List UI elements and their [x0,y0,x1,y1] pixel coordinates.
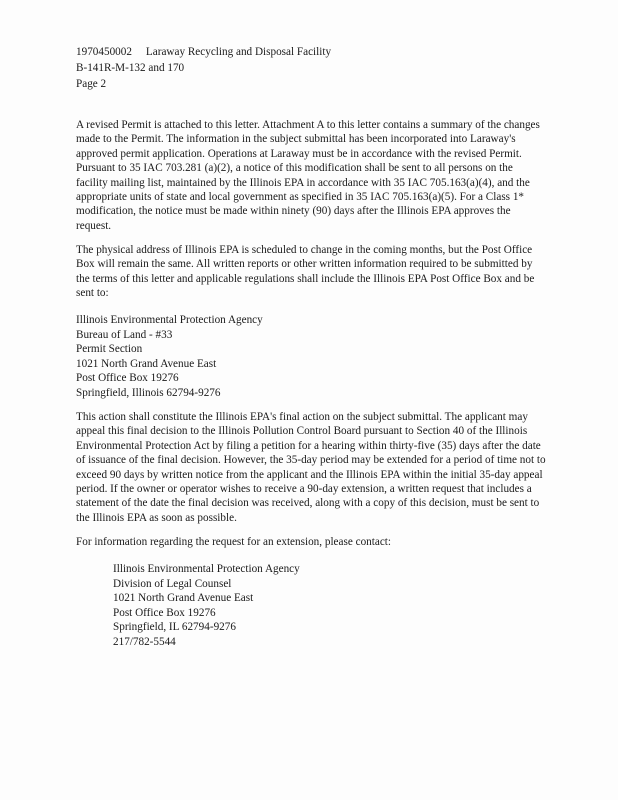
address-line: 1021 North Grand Avenue East [113,592,254,605]
address-line: Illinois Environmental Protection Agency [76,314,263,326]
header-page-number: Page 2 [76,78,107,90]
address-line: Post Office Box 19276 [113,606,216,619]
address-line: Division of Legal Counsel [113,577,232,590]
address-line: Bureau of Land - #33 [76,328,173,341]
paragraph-physical-address: The physical address of Illinois EPA is scheduled to change in the coming months, but the Post Office Box will remain the same. All written reports or other written information required to be submitted by the terms of this letter and applicable regulations shall include the Illinois EPA Post Office Box and be sent to: [76,244,535,300]
paragraph-extension-contact: For information regarding the request for an extension, please contact: [76,536,392,548]
address-line: 1021 North Grand Avenue East [76,357,217,370]
letter-header [76,44,331,92]
address-block-bureau-of-land [76,313,263,401]
address-line: 217/782-5544 [113,635,176,648]
address-line: Illinois Environmental Protection Agency [113,563,300,575]
address-line: Springfield, IL 62794-9276 [113,621,236,634]
paragraph-revised-permit: A revised Permit is attached to this letter. Attachment A to this letter contains a summary of the changes made to the Permit. The information in the subject submittal has been incorporated into Laraway's approved permit application. Operations at Laraway must be in accordance with the revised Permit. Pursuant to 35 IAC 703.281 (a)(2), a notice of this modification shall be sent to all persons on the facility mailing list, maintained by the Illinois EPA in accordance with 35 IAC 705.163(a)(4), and the appropriate units of state and local government as specified in 35 IAC 705.163(a)(5). For a Class 1* modification, the notice must be made within ninety (90) days after the Illinois EPA approves the request. [76,119,540,232]
address-line: Post Office Box 19276 [76,372,179,385]
address-line: Springfield, Illinois 62794-9276 [76,386,221,399]
address-block-legal-counsel [113,562,300,650]
address-line: Permit Section [76,343,143,356]
header-permit-number: B-141R-M-132 and 170 [76,62,185,74]
header-facility-id: 1970450002 Laraway Recycling and Disposal Facility [76,46,332,58]
paragraph-final-action-appeal: This action shall constitute the Illinois EPA's final action on the subject submittal. The applicant may appeal this final decision to the Illinois Pollution Control Board pursuant to Section 40 of the Illinois Environmental Protection Act by filing a petition for a hearing within thirty-five (35) days after the date of issuance of the final decision. However, the 35-day period may be extended for a period of time not to exceed 90 days by written notice from the applicant and the Illinois EPA within the initial 35-day appeal period. If the owner or operator wishes to receive a 90-day extension, a written request that includes a statement of the date the final decision was received, along with a copy of this decision, must be sent to the Illinois EPA as soon as possible. [76,411,546,524]
